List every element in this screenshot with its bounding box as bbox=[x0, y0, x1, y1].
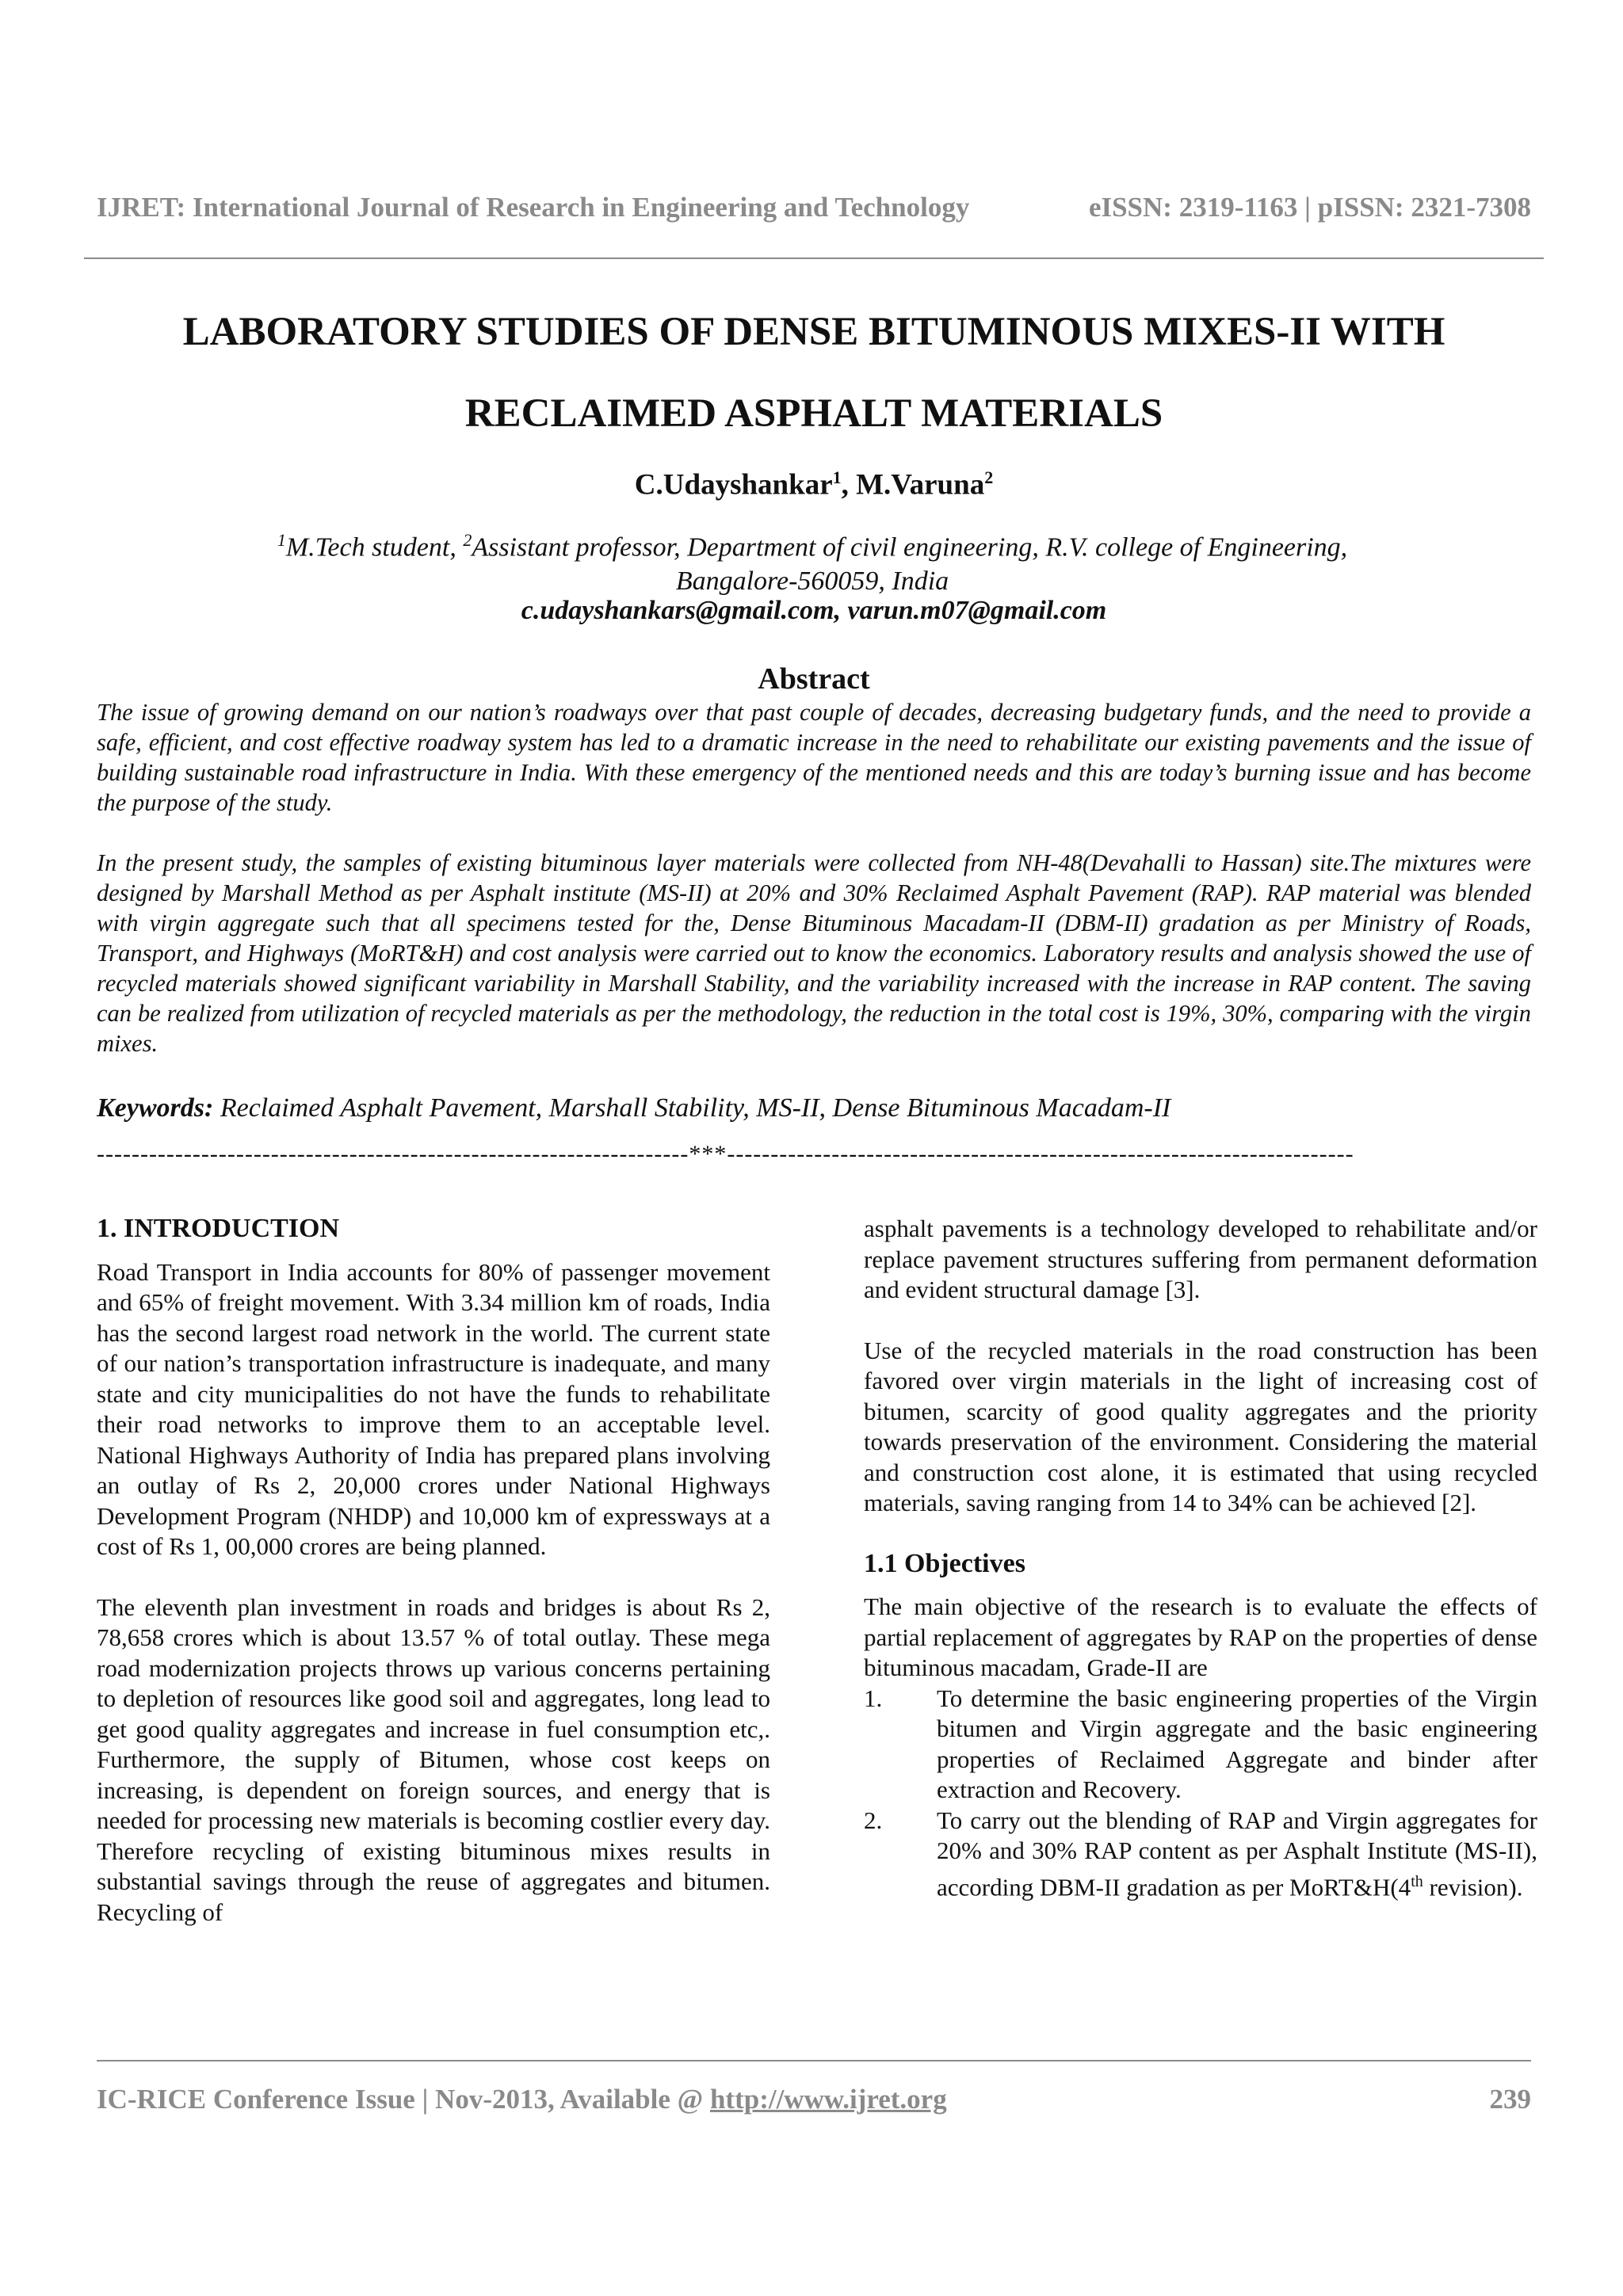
objectives-intro: The main objective of the research is to evaluate the effects of partial replacement of aggregates by RAP on the properties of dense bituminous macadam, Grade-II are bbox=[864, 1592, 1537, 1681]
affil-mark-2: 2 bbox=[463, 530, 472, 550]
author-separator: , bbox=[841, 468, 857, 502]
affiliation-line-1 bbox=[158, 523, 1466, 564]
section-separator: --------------------------------------------------------------------***------------------------------------------------------------------------ bbox=[97, 1141, 1354, 1167]
intro-paragraph-2: The eleventh plan investment in roads and bridges is about Rs 2, 78,658 crores which is about 13.57 % of total outlay. These mega road modernization projects throws up various concerns pertaining to depletion of resources like good soil and aggregates, long lead to get good quality aggregates and increase in fuel consumption etc,. Furthermore, the supply of Bitumen, whose cost keeps on increasing, is dependent on foreign sources, and energy that is needed for processing new materials is becoming costlier every day. Therefore recycling of existing bituminous mixes results in substantial savings through the reuse of aggregates and bitumen. Recycling of bbox=[97, 1592, 770, 1926]
abstract-paragraph-1: The issue of growing demand on our nation’s roadways over that past couple of decades, decreasing budgetary funds, and the need to provide a safe, efficient, and cost effective roadway system has led to a dramatic increase in the need to rehabilitate our existing pavements and the issue of building sustainable road infrastructure in India. With these emergency of the mentioned needs and this are today’s burning issue and has become the purpose of the study. bbox=[97, 699, 1531, 816]
paper-title bbox=[97, 292, 1531, 455]
affiliation-line-2: Bangalore-560059, India bbox=[675, 566, 949, 597]
abstract-heading: Abstract bbox=[758, 662, 870, 696]
intro-paragraph-3: asphalt pavements is a technology developed to rehabilitate and/or replace pavement structures suffering from permanent deformation and evident structural damage [3]. bbox=[864, 1215, 1537, 1303]
footer-citation bbox=[97, 2084, 947, 2115]
left-column bbox=[97, 1214, 770, 1928]
header-rule bbox=[84, 257, 1544, 259]
author-2: M.Varuna bbox=[856, 468, 985, 502]
author-1: C.Udayshankar bbox=[634, 468, 833, 502]
journal-url-link[interactable]: http://www.ijret.org bbox=[709, 2084, 947, 2115]
page-number: 239 bbox=[1489, 2084, 1531, 2115]
running-header bbox=[97, 192, 1531, 223]
objective-superscript: th bbox=[1411, 1872, 1423, 1890]
objective-text-main: To carry out the blending of RAP and Virgin aggregates for 20% and 30% RAP content as per Asphalt Institute (MS-II), according DBM-II gradation as per MoRT&H(4 bbox=[937, 1806, 1537, 1901]
affiliation bbox=[158, 523, 1466, 598]
objective-item bbox=[864, 1806, 1537, 1903]
title-line-2: RECLAIMED ASPHALT MATERIALS bbox=[464, 391, 1163, 436]
abstract-paragraph-2: In the present study, the samples of existing bituminous layer materials were collected from NH-48(Devahalli to Hassan) site.The mixtures were designed by Marshall Method as per Asphalt institute (MS-II) at 20% and 30% Reclaimed Asphalt Pavement (RAP). RAP material was blended with virgin aggregate such that all specimens tested for the, Dense Bituminous Macadam-II (DBM-II) gradation as per Ministry of Roads, Transport, and Highways (MoRT&H) and cost analysis were carried out to know the economics. Laboratory results and analysis showed the use of recycled materials showed significant variability in Marshall Stability, and the variability increased with the increase in RAP content. The saving can be realized from utilization of recycled materials as per the methodology, the reduction in the total cost is 19%, 30%, comparing with the virgin mixes. bbox=[97, 849, 1531, 1057]
intro-paragraph-4: Use of the recycled materials in the road construction has been favored over virgin materials in the light of increasing cost of bitumen, scarcity of good quality aggregates and the priority towards preservation of the environment. Considering the material and construction cost alone, it is estimated that using recycled materials, saving ranging from 14 to 34% can be achieved [2]. bbox=[864, 1336, 1537, 1516]
objective-number: 1. bbox=[864, 1684, 883, 1712]
objective-item bbox=[864, 1684, 1537, 1806]
title-line-1: LABORATORY STUDIES OF DENSE BITUMINOUS MIXES-II WITH bbox=[182, 310, 1445, 354]
issn: eISSN: 2319-1163 | pISSN: 2321-7308 bbox=[1088, 192, 1531, 223]
author-1-affil-mark: 1 bbox=[832, 467, 842, 487]
objective-text: To determine the basic engineering properties of the Virgin bitumen and Virgin aggregate and the basic engineering properties of Reclaimed Aggregate and binder after extraction and Recovery. bbox=[937, 1684, 1537, 1803]
keywords-text: Reclaimed Asphalt Pavement, Marshall Stability, MS-II, Dense Bituminous Macadam-II bbox=[213, 1093, 1171, 1123]
author-2-affil-mark: 2 bbox=[984, 467, 994, 487]
objectives-heading: 1.1 Objectives bbox=[864, 1548, 1025, 1578]
objective-text-end: revision). bbox=[1423, 1872, 1523, 1901]
journal-name: IJRET: International Journal of Research in Engineering and Technology bbox=[97, 192, 970, 223]
running-footer bbox=[97, 2084, 1531, 2115]
objectives-list bbox=[864, 1684, 1537, 1903]
footer-rule bbox=[97, 2060, 1531, 2061]
keywords-label: Keywords: bbox=[97, 1093, 214, 1123]
author-emails: c.udayshankars@gmail.com, varun.m07@gmail.com bbox=[521, 596, 1107, 625]
keywords bbox=[97, 1093, 1531, 1123]
affil-role-1: M.Tech student, bbox=[285, 532, 464, 563]
introduction-heading: 1. INTRODUCTION bbox=[97, 1214, 340, 1243]
objective-text bbox=[937, 1806, 1537, 1903]
intro-paragraph-1: Road Transport in India accounts for 80% of passenger movement and 65% of freight movement. With 3.34 million km of roads, India has the second largest road network in the world. The current state of our nation’s transportation infrastructure is inadequate, and many state and city municipalities do not have the funds to rehabilitate their road networks to improve them to an acceptable level. National Highways Authority of India has prepared plans involving an outlay of Rs 2, 20,000 crores under National Highways Development Program (NHDP) and 10,000 km of expressways at a cost of Rs 1, 00,000 crores are being planned. bbox=[97, 1257, 770, 1560]
objective-number: 2. bbox=[864, 1806, 883, 1834]
conference-issue: IC-RICE Conference Issue | Nov-2013, Available @ bbox=[97, 2084, 710, 2115]
affil-mark-1: 1 bbox=[277, 530, 286, 550]
right-column bbox=[864, 1214, 1537, 1902]
author-list bbox=[97, 467, 1531, 502]
affil-role-2: Assistant professor, Department of civil engineering, R.V. college of Engineering, bbox=[472, 532, 1348, 563]
